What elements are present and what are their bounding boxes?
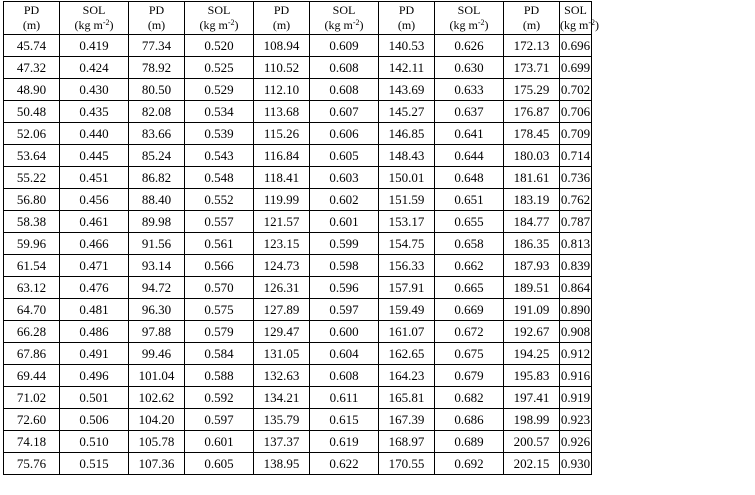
sol-cell: 0.491 <box>60 343 129 365</box>
table-row <box>4 409 592 431</box>
sol-cell: 0.930 <box>560 453 592 475</box>
header-unit-exponent: -2 <box>477 18 485 27</box>
pd-cell: 178.45 <box>504 123 560 145</box>
header-sol <box>435 2 504 35</box>
sol-cell: 0.561 <box>185 233 254 255</box>
sol-cell: 0.584 <box>185 343 254 365</box>
pd-cell: 156.33 <box>379 255 435 277</box>
sol-cell: 0.510 <box>60 431 129 453</box>
pd-cell: 74.18 <box>4 431 60 453</box>
header-unit <box>435 18 503 33</box>
header-unit-exponent: -2 <box>227 18 235 27</box>
pd-cell: 113.68 <box>254 101 310 123</box>
sol-cell: 0.611 <box>310 387 379 409</box>
header-unit <box>185 18 253 33</box>
pd-cell: 198.99 <box>504 409 560 431</box>
pd-cell: 164.23 <box>379 365 435 387</box>
header-pd <box>254 2 310 35</box>
sol-cell: 0.633 <box>435 79 504 101</box>
pd-cell: 77.34 <box>129 35 185 57</box>
header-unit-close: ) <box>109 18 114 32</box>
sol-cell: 0.440 <box>60 123 129 145</box>
pd-cell: 200.57 <box>504 431 560 453</box>
pd-cell: 118.41 <box>254 167 310 189</box>
sol-cell: 0.908 <box>560 321 592 343</box>
sol-cell: 0.599 <box>310 233 379 255</box>
pd-cell: 202.15 <box>504 453 560 475</box>
table-row <box>4 277 592 299</box>
sol-cell: 0.501 <box>60 387 129 409</box>
pd-cell: 189.51 <box>504 277 560 299</box>
pd-cell: 138.95 <box>254 453 310 475</box>
pd-cell: 143.69 <box>379 79 435 101</box>
pd-cell: 184.77 <box>504 211 560 233</box>
sol-cell: 0.543 <box>185 145 254 167</box>
pd-cell: 165.81 <box>379 387 435 409</box>
header-unit <box>4 18 59 33</box>
sol-cell: 0.696 <box>560 35 592 57</box>
sol-cell: 0.679 <box>435 365 504 387</box>
pd-cell: 55.22 <box>4 167 60 189</box>
sol-cell: 0.598 <box>310 255 379 277</box>
header-unit-close: ) <box>359 18 364 32</box>
sol-cell: 0.496 <box>60 365 129 387</box>
pd-cell: 101.04 <box>129 365 185 387</box>
table-row <box>4 57 592 79</box>
pd-cell: 148.43 <box>379 145 435 167</box>
header-label: SOL <box>332 3 356 17</box>
sol-cell: 0.672 <box>435 321 504 343</box>
pd-cell: 89.98 <box>129 211 185 233</box>
data-table <box>3 1 600 475</box>
header-label: SOL <box>207 3 231 17</box>
table-row <box>4 101 592 123</box>
header-label: PD <box>148 3 165 17</box>
pd-cell: 194.25 <box>504 343 560 365</box>
pd-cell: 93.14 <box>129 255 185 277</box>
pd-cell: 162.65 <box>379 343 435 365</box>
sol-cell: 0.430 <box>60 79 129 101</box>
header-unit <box>254 18 309 33</box>
pd-cell: 80.50 <box>129 79 185 101</box>
pd-cell: 78.92 <box>129 57 185 79</box>
pd-cell: 172.13 <box>504 35 560 57</box>
sol-cell: 0.534 <box>185 101 254 123</box>
sol-cell: 0.557 <box>185 211 254 233</box>
sol-cell: 0.926 <box>560 431 592 453</box>
sol-cell: 0.864 <box>560 277 592 299</box>
sol-cell: 0.552 <box>185 189 254 211</box>
table-row <box>4 299 592 321</box>
pd-cell: 154.75 <box>379 233 435 255</box>
sol-cell: 0.890 <box>560 299 592 321</box>
table-row <box>4 123 592 145</box>
sol-cell: 0.476 <box>60 277 129 299</box>
sol-cell: 0.619 <box>310 431 379 453</box>
pd-cell: 180.03 <box>504 145 560 167</box>
table-row <box>4 145 592 167</box>
sol-cell: 0.665 <box>435 277 504 299</box>
header-unit-text: (m) <box>522 18 541 32</box>
pd-cell: 126.31 <box>254 277 310 299</box>
pd-cell: 142.11 <box>379 57 435 79</box>
pd-cell: 153.17 <box>379 211 435 233</box>
header-unit-text: (m) <box>272 18 291 32</box>
pd-cell: 45.74 <box>4 35 60 57</box>
sol-cell: 0.607 <box>310 101 379 123</box>
pd-cell: 150.01 <box>379 167 435 189</box>
header-label: SOL <box>564 3 587 17</box>
pd-cell: 56.80 <box>4 189 60 211</box>
header-unit-text: (m) <box>397 18 416 32</box>
sol-cell: 0.689 <box>435 431 504 453</box>
header-row <box>4 2 592 35</box>
sol-cell: 0.596 <box>310 277 379 299</box>
header-unit-close: ) <box>595 18 600 32</box>
pd-cell: 173.71 <box>504 57 560 79</box>
pd-cell: 157.91 <box>379 277 435 299</box>
sol-cell: 0.525 <box>185 57 254 79</box>
sol-cell: 0.539 <box>185 123 254 145</box>
sol-cell: 0.658 <box>435 233 504 255</box>
sol-cell: 0.506 <box>60 409 129 431</box>
sol-cell: 0.603 <box>310 167 379 189</box>
sol-cell: 0.515 <box>60 453 129 475</box>
pd-cell: 145.27 <box>379 101 435 123</box>
header-unit-text: (kg m <box>449 18 478 32</box>
sol-cell: 0.520 <box>185 35 254 57</box>
sol-cell: 0.615 <box>310 409 379 431</box>
pd-cell: 94.72 <box>129 277 185 299</box>
pd-cell: 110.52 <box>254 57 310 79</box>
header-label: SOL <box>82 3 106 17</box>
sol-cell: 0.609 <box>310 35 379 57</box>
header-unit <box>129 18 184 33</box>
sol-cell: 0.669 <box>435 299 504 321</box>
sol-cell: 0.706 <box>560 101 592 123</box>
pd-cell: 186.35 <box>504 233 560 255</box>
pd-cell: 52.06 <box>4 123 60 145</box>
pd-cell: 58.38 <box>4 211 60 233</box>
sol-cell: 0.608 <box>310 57 379 79</box>
pd-cell: 85.24 <box>129 145 185 167</box>
pd-cell: 127.89 <box>254 299 310 321</box>
header-unit-exponent: -2 <box>352 18 360 27</box>
header-label: PD <box>523 3 540 17</box>
sol-cell: 0.548 <box>185 167 254 189</box>
pd-cell: 64.70 <box>4 299 60 321</box>
table-row <box>4 35 592 57</box>
header-unit-text: (m) <box>147 18 166 32</box>
header-unit-close: ) <box>484 18 489 32</box>
pd-cell: 170.55 <box>379 453 435 475</box>
pd-cell: 132.63 <box>254 365 310 387</box>
sol-cell: 0.597 <box>310 299 379 321</box>
header-unit <box>60 18 128 33</box>
header-unit <box>504 18 559 33</box>
sol-cell: 0.575 <box>185 299 254 321</box>
header-unit-close: ) <box>234 18 239 32</box>
pd-cell: 134.21 <box>254 387 310 409</box>
pd-cell: 61.54 <box>4 255 60 277</box>
table-row <box>4 255 592 277</box>
sol-cell: 0.466 <box>60 233 129 255</box>
header-unit-exponent: -2 <box>102 18 110 27</box>
pd-cell: 175.29 <box>504 79 560 101</box>
sol-cell: 0.606 <box>310 123 379 145</box>
header-pd <box>4 2 60 35</box>
sol-cell: 0.699 <box>560 57 592 79</box>
sol-cell: 0.605 <box>310 145 379 167</box>
header-pd <box>504 2 560 35</box>
pd-cell: 119.99 <box>254 189 310 211</box>
table-row <box>4 321 592 343</box>
sol-cell: 0.662 <box>435 255 504 277</box>
sol-cell: 0.566 <box>185 255 254 277</box>
header-unit <box>379 18 434 33</box>
pd-cell: 168.97 <box>379 431 435 453</box>
pd-cell: 105.78 <box>129 431 185 453</box>
sol-cell: 0.597 <box>185 409 254 431</box>
pd-cell: 97.88 <box>129 321 185 343</box>
pd-cell: 107.36 <box>129 453 185 475</box>
sol-cell: 0.445 <box>60 145 129 167</box>
sol-cell: 0.762 <box>560 189 592 211</box>
pd-cell: 75.76 <box>4 453 60 475</box>
header-sol <box>60 2 129 35</box>
table-row <box>4 79 592 101</box>
sol-cell: 0.675 <box>435 343 504 365</box>
pd-cell: 161.07 <box>379 321 435 343</box>
sol-cell: 0.570 <box>185 277 254 299</box>
table-row <box>4 189 592 211</box>
header-sol <box>560 2 600 35</box>
pd-cell: 123.15 <box>254 233 310 255</box>
pd-cell: 59.96 <box>4 233 60 255</box>
pd-cell: 167.39 <box>379 409 435 431</box>
table-row <box>4 211 592 233</box>
sol-cell: 0.471 <box>60 255 129 277</box>
sol-cell: 0.630 <box>435 57 504 79</box>
sol-cell: 0.916 <box>560 365 592 387</box>
pd-cell: 121.57 <box>254 211 310 233</box>
pd-cell: 140.53 <box>379 35 435 57</box>
sol-cell: 0.604 <box>310 343 379 365</box>
sol-cell: 0.637 <box>435 101 504 123</box>
sol-cell: 0.682 <box>435 387 504 409</box>
pd-cell: 146.85 <box>379 123 435 145</box>
pd-cell: 191.09 <box>504 299 560 321</box>
header-sol <box>185 2 254 35</box>
sol-cell: 0.451 <box>60 167 129 189</box>
table-row <box>4 431 592 453</box>
sol-cell: 0.655 <box>435 211 504 233</box>
pd-cell: 195.83 <box>504 365 560 387</box>
header-label: PD <box>273 3 290 17</box>
sol-cell: 0.651 <box>435 189 504 211</box>
sol-cell: 0.736 <box>560 167 592 189</box>
table-row <box>4 453 592 475</box>
sol-cell: 0.600 <box>310 321 379 343</box>
table-row <box>4 365 592 387</box>
pd-cell: 50.48 <box>4 101 60 123</box>
pd-cell: 124.73 <box>254 255 310 277</box>
pd-cell: 102.62 <box>129 387 185 409</box>
pd-cell: 72.60 <box>4 409 60 431</box>
pd-cell: 83.66 <box>129 123 185 145</box>
sol-cell: 0.529 <box>185 79 254 101</box>
pd-cell: 88.40 <box>129 189 185 211</box>
header-unit <box>560 18 600 33</box>
pd-cell: 47.32 <box>4 57 60 79</box>
header-pd <box>379 2 435 35</box>
pd-cell: 48.90 <box>4 79 60 101</box>
pd-cell: 69.44 <box>4 365 60 387</box>
pd-cell: 116.84 <box>254 145 310 167</box>
pd-cell: 181.61 <box>504 167 560 189</box>
pd-cell: 183.19 <box>504 189 560 211</box>
sol-cell: 0.813 <box>560 233 592 255</box>
sol-cell: 0.692 <box>435 453 504 475</box>
header-unit-text: (kg m <box>324 18 353 32</box>
table-row <box>4 167 592 189</box>
sol-cell: 0.608 <box>310 79 379 101</box>
pd-cell: 159.49 <box>379 299 435 321</box>
pd-cell: 71.02 <box>4 387 60 409</box>
pd-cell: 129.47 <box>254 321 310 343</box>
pd-cell: 66.28 <box>4 321 60 343</box>
pd-cell: 53.64 <box>4 145 60 167</box>
sol-cell: 0.592 <box>185 387 254 409</box>
pd-cell: 187.93 <box>504 255 560 277</box>
header-label: PD <box>23 3 40 17</box>
pd-cell: 96.30 <box>129 299 185 321</box>
pd-cell: 131.05 <box>254 343 310 365</box>
pd-cell: 135.79 <box>254 409 310 431</box>
header-unit-exponent: -2 <box>588 18 596 27</box>
pd-cell: 82.08 <box>129 101 185 123</box>
sol-cell: 0.839 <box>560 255 592 277</box>
header-label: SOL <box>457 3 481 17</box>
sol-cell: 0.601 <box>310 211 379 233</box>
sol-cell: 0.456 <box>60 189 129 211</box>
sol-cell: 0.435 <box>60 101 129 123</box>
sol-cell: 0.787 <box>560 211 592 233</box>
sol-cell: 0.461 <box>60 211 129 233</box>
sol-cell: 0.579 <box>185 321 254 343</box>
sol-cell: 0.919 <box>560 387 592 409</box>
pd-cell: 99.46 <box>129 343 185 365</box>
pd-cell: 108.94 <box>254 35 310 57</box>
pd-cell: 137.37 <box>254 431 310 453</box>
pd-cell: 67.86 <box>4 343 60 365</box>
sol-cell: 0.626 <box>435 35 504 57</box>
sol-cell: 0.648 <box>435 167 504 189</box>
pd-cell: 115.26 <box>254 123 310 145</box>
header-unit-text: (kg m <box>74 18 103 32</box>
table-row <box>4 233 592 255</box>
sol-cell: 0.602 <box>310 189 379 211</box>
sol-cell: 0.608 <box>310 365 379 387</box>
table-row <box>4 387 592 409</box>
header-unit-text: (kg m <box>560 18 589 32</box>
pd-cell: 176.87 <box>504 101 560 123</box>
header-label: PD <box>398 3 415 17</box>
sol-cell: 0.419 <box>60 35 129 57</box>
sol-cell: 0.486 <box>60 321 129 343</box>
sol-cell: 0.923 <box>560 409 592 431</box>
sol-cell: 0.912 <box>560 343 592 365</box>
header-unit <box>310 18 378 33</box>
sol-cell: 0.644 <box>435 145 504 167</box>
header-unit-text: (m) <box>22 18 41 32</box>
header-pd <box>129 2 185 35</box>
pd-cell: 86.82 <box>129 167 185 189</box>
sol-cell: 0.605 <box>185 453 254 475</box>
header-sol <box>310 2 379 35</box>
pd-cell: 197.41 <box>504 387 560 409</box>
sol-cell: 0.686 <box>435 409 504 431</box>
pd-cell: 192.67 <box>504 321 560 343</box>
sol-cell: 0.601 <box>185 431 254 453</box>
header-unit-text: (kg m <box>199 18 228 32</box>
sol-cell: 0.622 <box>310 453 379 475</box>
pd-cell: 63.12 <box>4 277 60 299</box>
table-row <box>4 343 592 365</box>
sol-cell: 0.714 <box>560 145 592 167</box>
sol-cell: 0.709 <box>560 123 592 145</box>
pd-cell: 151.59 <box>379 189 435 211</box>
sol-cell: 0.424 <box>60 57 129 79</box>
pd-cell: 91.56 <box>129 233 185 255</box>
pd-cell: 112.10 <box>254 79 310 101</box>
sol-cell: 0.481 <box>60 299 129 321</box>
sol-cell: 0.702 <box>560 79 592 101</box>
pd-cell: 104.20 <box>129 409 185 431</box>
table-body <box>4 35 592 475</box>
sol-cell: 0.588 <box>185 365 254 387</box>
sol-cell: 0.641 <box>435 123 504 145</box>
